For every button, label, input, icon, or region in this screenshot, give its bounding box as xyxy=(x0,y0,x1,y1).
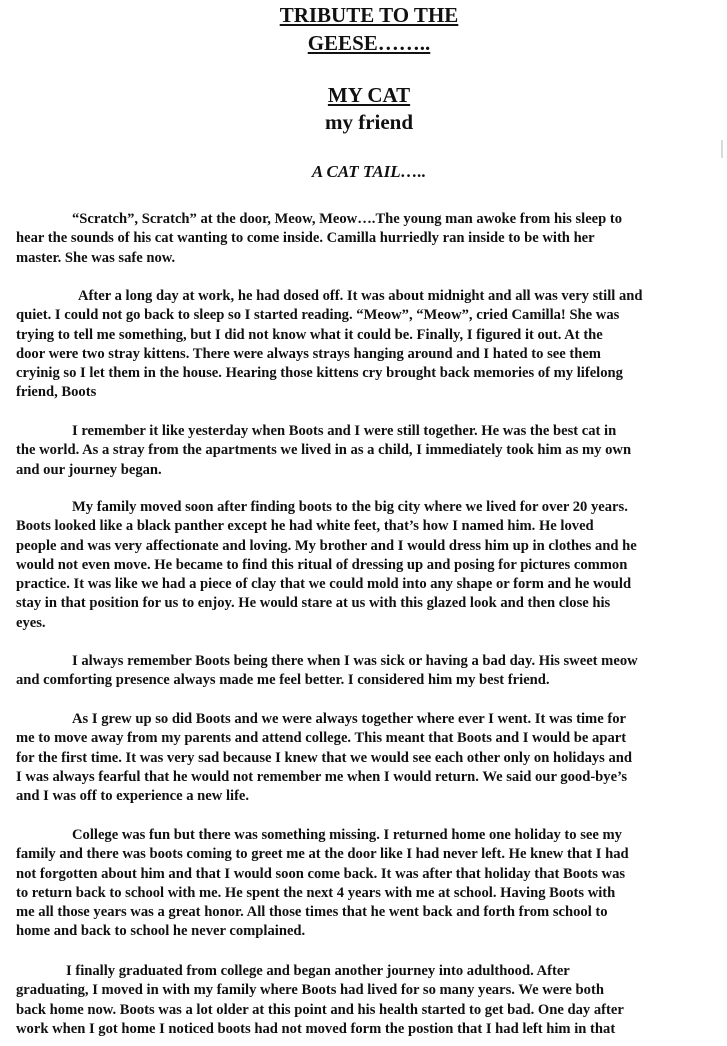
paragraph-line: and I was off to experience a new life. xyxy=(16,788,250,805)
paragraph-line: As I grew up so did Boots and we were always together where ever I went. It was time for xyxy=(72,711,626,727)
story-subheading: my friend xyxy=(324,110,414,134)
paragraph-line: After a long day at work, he had dosed off. It was about midnight and all was very still and xyxy=(78,288,643,304)
document-title-line-1: TRIBUTE TO THE xyxy=(279,3,459,27)
paragraph-line: cryinig so I let them in the house. Hearing those kittens cry brought back memories of my lifelong xyxy=(16,365,623,382)
story-paragraph-4 xyxy=(16,498,716,633)
paragraph-line: me to move away from my parents and attend college. This meant that Boots and I would be apart xyxy=(16,730,627,747)
paragraph-line: Boots looked like a black panther except he had white feet, that’s how I named him. He loved xyxy=(16,518,594,535)
paragraph-line: I always remember Boots being there when I was sick or having a bad day. His sweet meow xyxy=(72,653,638,669)
paragraph-line: College was fun but there was something missing. I returned home one holiday to see my xyxy=(72,827,622,843)
story-paragraph-1 xyxy=(16,210,716,268)
story-tagline: A CAT TAIL….. xyxy=(311,162,427,181)
paragraph-line: stay in that position for us to enjoy. He would stare at us with this glazed look and then close his xyxy=(16,595,611,612)
paragraph-line: me all those years was a great honor. All those times that he went back and forth from school to xyxy=(16,904,608,921)
paragraph-line: would not even move. He became to find this ritual of dressing up and posing for pictures common xyxy=(16,556,628,573)
paragraph-line: and comforting presence always made me feel better. I considered him my best friend. xyxy=(16,672,550,689)
paragraph-line: I finally graduated from college and began another journey into adulthood. After xyxy=(66,963,570,979)
paragraph-line: to return back to school with me. He spent the next 4 years with me at school. Having Boots with xyxy=(16,884,616,901)
paragraph-line: “Scratch”, Scratch” at the door, Meow, Meow….The young man awoke from his sleep to xyxy=(72,211,623,227)
paragraph-line: trying to tell me something, but I did not know what it could be. Finally, I figured it out. At the xyxy=(16,326,603,343)
paragraph-line: eyes. xyxy=(16,614,46,631)
story-paragraph-2 xyxy=(16,287,716,403)
paragraph-line: I was always fearful that he would not remember me when I would return. We said our good-bye’s xyxy=(16,768,628,785)
paragraph-line: friend, Boots xyxy=(16,384,97,401)
paragraph-line: for the first time. It was very sad because I knew that we would see each other only on holidays and xyxy=(16,749,633,766)
story-paragraph-8 xyxy=(16,962,716,1039)
paragraph-line: graduating, I moved in with my family where Boots had lived for so many years. We were both xyxy=(16,982,604,999)
paragraph-line: hear the sounds of his cat wanting to come inside. Camilla hurriedly ran inside to be with her xyxy=(16,230,595,247)
paragraph-line: door were two stray kittens. There were always strays hanging around and I hated to see them xyxy=(16,345,601,362)
document-title-line-2: GEESE…….. xyxy=(307,31,431,55)
paragraph-line: family and there was boots coming to greet me at the door like I had never left. He knew that I had xyxy=(16,846,629,863)
story-paragraph-7 xyxy=(16,826,716,942)
scan-artifact xyxy=(721,140,723,158)
story-paragraph-3 xyxy=(16,422,716,480)
paragraph-line: My family moved soon after finding boots to the big city where we lived for over 20 years. xyxy=(72,499,628,515)
paragraph-line: back home now. Boots was a lot older at this point and his health started to get bad. One day after xyxy=(16,1001,624,1018)
paragraph-line: master. She was safe now. xyxy=(16,249,176,266)
paragraph-line: home and back to school he never complained. xyxy=(16,923,306,940)
paragraph-line: not forgotten about him and that I would soon come back. It was after that holiday that Boots was xyxy=(16,865,626,882)
story-paragraph-5 xyxy=(16,652,716,691)
paragraph-line: the world. As a stray from the apartments we lived in as a child, I immediately took him as my own xyxy=(16,442,632,459)
paragraph-line: work when I got home I noticed boots had not moved form the postion that I had left him in that xyxy=(16,1020,616,1037)
paragraph-line: quiet. I could not go back to sleep so I started reading. “Meow”, “Meow”, cried Camilla! She was xyxy=(16,307,620,324)
paragraph-line: and our journey began. xyxy=(16,461,162,478)
story-heading: MY CAT xyxy=(327,83,411,107)
story-paragraph-6 xyxy=(16,710,716,806)
paragraph-line: people and was very affectionate and loving. My brother and I would dress him up in clothes and he xyxy=(16,537,637,554)
paragraph-line: practice. It was like we had a piece of clay that we could mold into any shape or form and he would xyxy=(16,576,632,593)
paragraph-line: I remember it like yesterday when Boots and I were still together. He was the best cat in xyxy=(72,423,617,439)
